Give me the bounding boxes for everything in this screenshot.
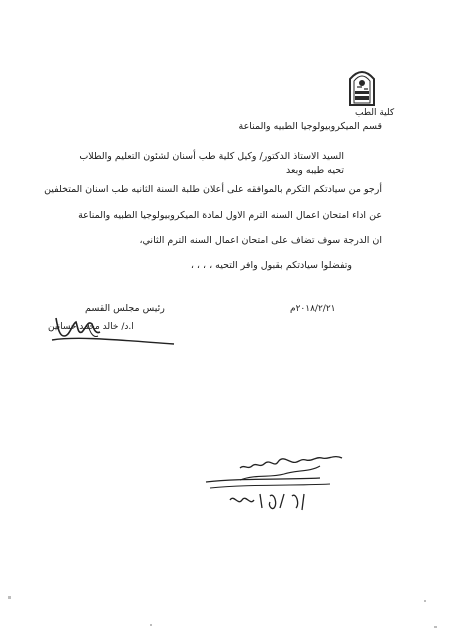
addressee-line: السيد الاستاذ الدكتور/ وكيل كلية طب أسنان لشئون التعليم والطلاب	[79, 151, 344, 162]
scan-speck	[8, 596, 11, 599]
body-line-3: ان الدرجة سوف تضاف على امتحان اعمال السنه الترم الثاني،	[139, 235, 382, 246]
body-line-1: أرجو من سيادتكم التكرم بالموافقه على أعلان طلبة السنة الثانيه طب اسنان المتخلفين	[44, 184, 382, 195]
letter-date: ٢٠١٨/٢/٢١م	[290, 304, 336, 314]
signatory-title: رئيس مجلس القسم	[85, 303, 165, 314]
university-logo	[344, 63, 380, 107]
closing-line: وتفضلوا سيادتكم بقبول وافر التحيه ، ، ، ،	[190, 260, 352, 271]
greeting-line: تحيه طيبه وبعد	[286, 165, 344, 176]
signatory-name: ا.د/ خالد محمد حسانين	[48, 322, 134, 332]
signatory-signature	[48, 310, 178, 350]
body-line-2: عن اداء امتحان اعمال السنه الترم الاول لمادة الميكروبيولوجيا الطبيه والمناعة	[78, 210, 382, 221]
scan-speck	[424, 600, 426, 602]
department-name: قسم الميكروبيولوجيا الطبيه والمناعة	[238, 121, 382, 132]
handwritten-approval-note	[200, 448, 360, 520]
faculty-name: كلية الطب	[355, 108, 395, 118]
scan-speck	[434, 626, 437, 628]
scan-speck	[150, 624, 152, 626]
